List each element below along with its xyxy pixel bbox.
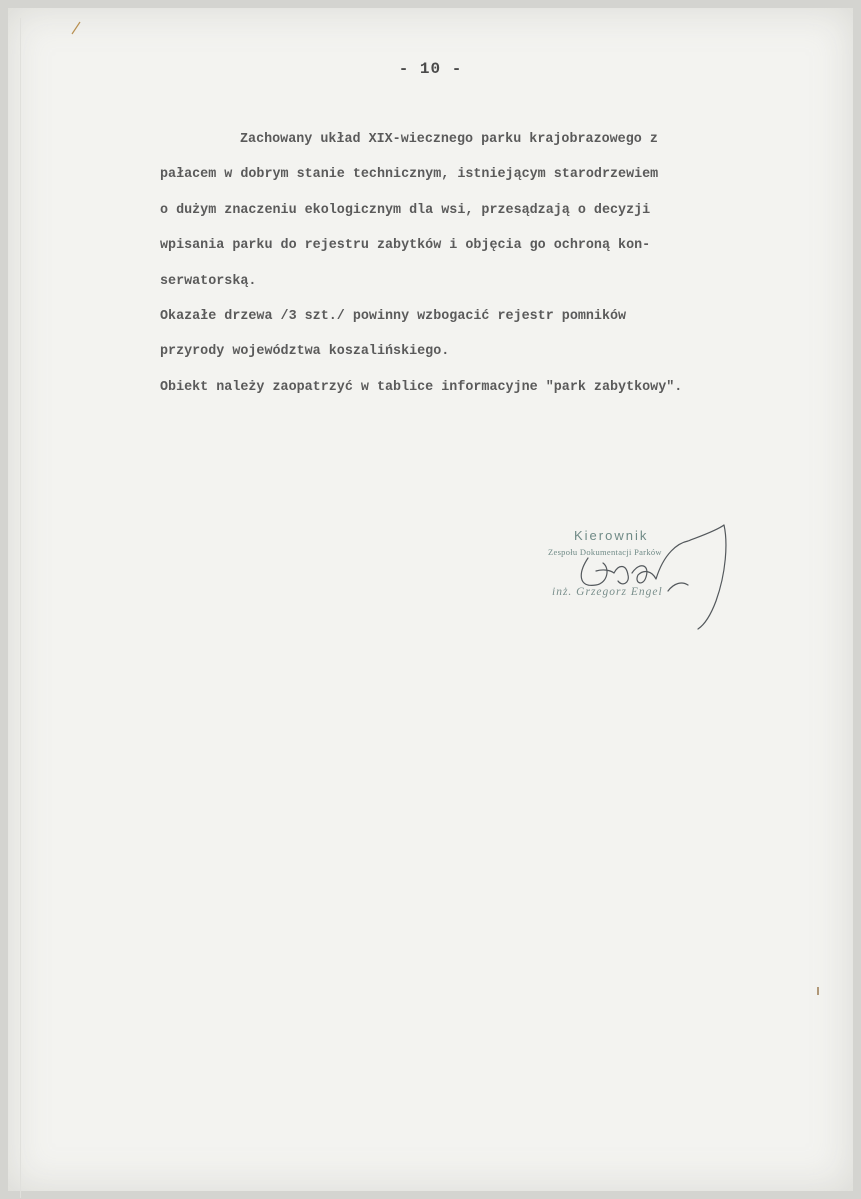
body-text (160, 122, 860, 405)
body-line: serwatorską. (160, 273, 257, 289)
body-line: Okazałe drzewa /3 szt./ powinny wzbogacić rejestr pomników (160, 308, 627, 324)
paper-blemish (813, 986, 823, 996)
document-page (8, 8, 853, 1191)
stamp-name: inż. Grzegorz Engel (552, 586, 663, 598)
body-line: Zachowany układ XIX-wiecznego parku krajobrazowego z (240, 132, 658, 147)
stamp-subtitle: Zespołu Dokumentacji Parków (548, 547, 662, 557)
signature-stroke (581, 525, 726, 629)
body-line: przyrody województwa koszalińskiego. (160, 344, 450, 360)
page-number: - 10 - (398, 60, 463, 78)
page-fold-line (20, 18, 21, 1198)
paper-blemish (68, 18, 88, 38)
blemish-stroke (72, 22, 80, 34)
handwritten-signature (548, 513, 758, 633)
body-line: pałacem w dobrym stanie technicznym, istniejącym starodrzewiem (160, 167, 659, 183)
body-line: Obiekt należy zaopatrzyć w tablice informacyjne "park zabytkowy". (160, 379, 683, 395)
body-line: o dużym znaczeniu ekologicznym dla wsi, przesądzają o decyzji (160, 202, 651, 218)
body-line: wpisania parku do rejestru zabytków i objęcia go ochroną kon- (160, 238, 651, 254)
stamp-title: Kierownik (574, 528, 649, 543)
